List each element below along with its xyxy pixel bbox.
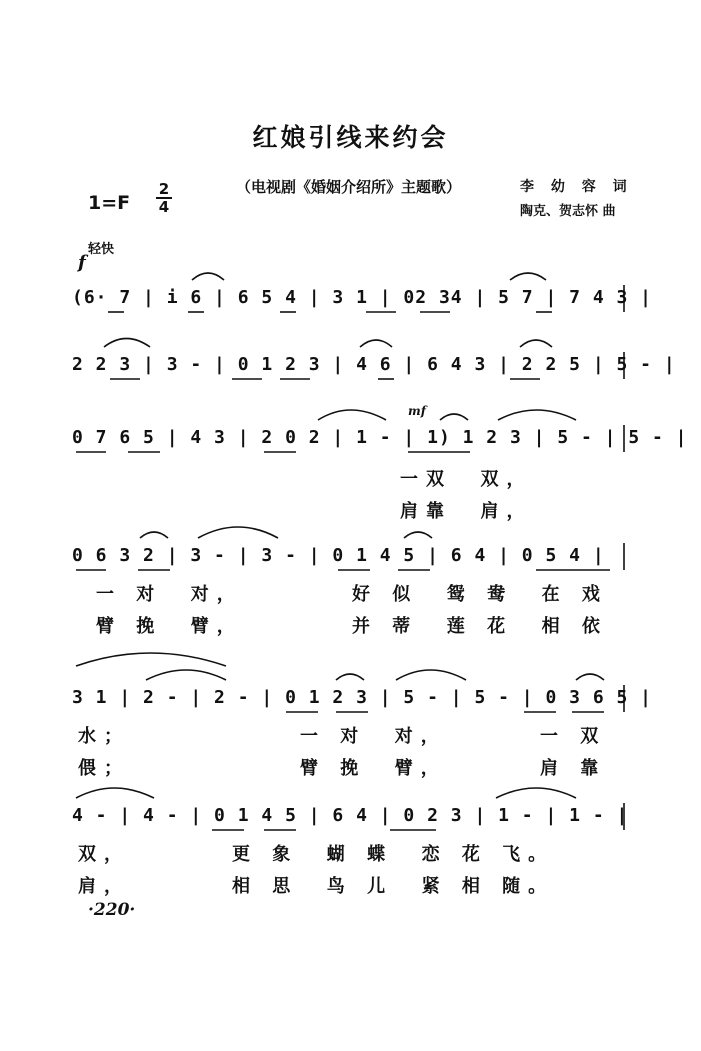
slur-mark — [360, 340, 392, 347]
slur-mark — [440, 414, 468, 420]
dynamic-mezzo-forte: mf — [408, 404, 426, 418]
lyric-line-5-verse-2-b: 臂 挽 臂， — [300, 758, 447, 779]
lyric-line-3-verse-1: 一双 双， — [400, 469, 533, 490]
slur-mark — [396, 670, 466, 680]
time-signature-denominator: 4 — [158, 198, 170, 216]
staff-line-1: (6· 7 | i 6 | 6 5 4 | 3 1 | 02 34 | 5 7 | 7 4 3 | — [72, 287, 653, 308]
lyric-line-6-verse-2-a: 肩， — [78, 876, 130, 897]
key-signature: 1=F — [88, 192, 131, 214]
slur-mark — [76, 653, 226, 666]
lyric-line-4-verse-1-a: 一 对 对， — [96, 584, 243, 605]
song-title: 红娘引线来约会 — [252, 123, 449, 152]
slur-mark — [192, 273, 224, 280]
lyric-line-5-verse-2-a: 偎； — [78, 758, 130, 779]
slur-mark — [76, 788, 154, 798]
lyric-line-4-verse-2-b: 并 蒂 莲 花 相 依 — [352, 616, 608, 637]
slur-mark — [498, 410, 576, 420]
slur-mark — [146, 670, 226, 680]
staff-line-4: 0 6 3 2 | 3 - | 3 - | 0 1 4 5 | 6 4 | 0 5 4 | — [72, 545, 605, 566]
slur-mark — [140, 532, 168, 538]
slur-mark — [520, 340, 552, 347]
lyric-line-5-verse-1-a: 水； — [78, 726, 130, 747]
lyric-line-5-verse-1-b: 一 对 对， — [300, 726, 447, 747]
page-number: ·220· — [88, 900, 136, 920]
slur-mark — [496, 788, 576, 798]
slur-mark — [318, 410, 386, 420]
dynamic-forte: f — [78, 252, 86, 273]
staff-line-6: 4 - | 4 - | 0 1 4 5 | 6 4 | 0 2 3 | 1 - | 1 - | — [72, 805, 629, 826]
lyric-line-6-verse-1-b: 更 象 蝴 蝶 恋 花 飞。 — [232, 844, 555, 865]
lyric-line-5-verse-1-c: 一 双 — [540, 726, 607, 747]
lyric-line-4-verse-2-a: 臂 挽 臂， — [96, 616, 243, 637]
staff-line-5: 3 1 | 2 - | 2 - | 0 1 2 3 | 5 - | 5 - | 0 3 6 5 | — [72, 687, 653, 708]
slur-mark — [510, 273, 546, 280]
lyricist-credit: 李 幼 容 词 — [520, 179, 627, 195]
slur-mark — [576, 674, 604, 680]
staff-line-2: 2 2 3 | 3 - | 0 1 2 3 | 4 6 | 6 4 3 | 2 2 5 | 5 - | — [72, 354, 676, 375]
slur-mark — [104, 339, 150, 348]
subtitle: （电视剧《婚姻介绍所》主题歌） — [236, 178, 462, 196]
slur-mark — [336, 674, 364, 680]
slur-mark — [404, 532, 432, 538]
tempo-marking: 轻快 — [88, 242, 115, 257]
staff-line-3: 0 7 6 5 | 4 3 | 2 0 2 | 1 - | 1) 1 2 3 | 5 - | 5 - | — [72, 427, 688, 448]
lyric-line-3-verse-2: 肩靠 肩， — [400, 501, 533, 522]
lyric-line-6-verse-1-a: 双， — [78, 844, 130, 865]
lyric-line-6-verse-2-b: 相 思 鸟 儿 紧 相 随。 — [232, 876, 555, 897]
lyric-line-5-verse-2-c: 肩 靠 — [540, 758, 607, 779]
composer-credit: 陶克、贺志怀 曲 — [520, 204, 616, 219]
time-signature-numerator: 2 — [158, 180, 170, 198]
lyric-line-4-verse-1-b: 好 似 鸳 鸯 在 戏 — [352, 584, 608, 605]
slur-mark — [198, 527, 278, 538]
